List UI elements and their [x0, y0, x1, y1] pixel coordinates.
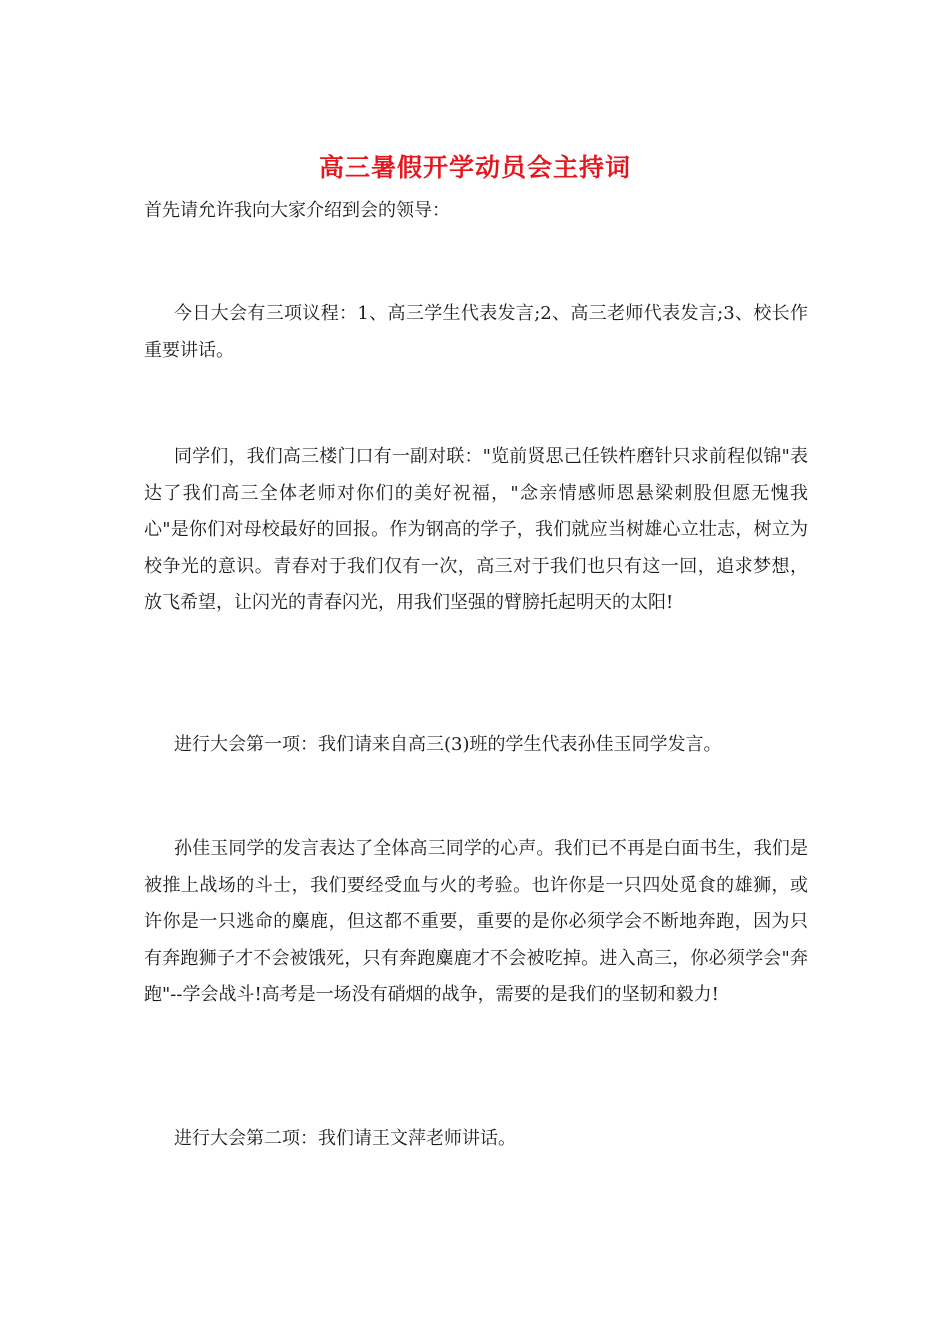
document-title: 高三暑假开学动员会主持词	[318, 153, 631, 182]
intro-paragraph: 首先请允许我向大家介绍到会的领导：	[144, 200, 450, 221]
agenda-paragraph: 今日大会有三项议程：1、高三学生代表发言;2、高三老师代表发言;3、校长作重要讲话。	[144, 303, 808, 361]
couplet-paragraph: 同学们，我们高三楼门口有一副对联："览前贤思己任铁杵磨针只求前程似锦"表达了我们高三全体老师对你们的美好祝福，"念亲情感师恩悬梁刺股但愿无愧我心"是你们对母校最好的回报。作为钢高的学子，我们就应当树雄心立壮志，树立为校争光的意识。青春对于我们仅有一次，高三对于我们也只有这一回，追求梦想，放飞希望，让闪光的青春闪光，用我们坚强的臂膀托起明天的太阳!	[144, 446, 808, 613]
second-item-paragraph: 进行大会第二项：我们请王文萍老师讲话。	[174, 1128, 516, 1149]
student-speech-summary-paragraph: 孙佳玉同学的发言表达了全体高三同学的心声。我们已不再是白面书生，我们是被推上战场的斗士，我们要经受血与火的考验。也许你是一只四处觅食的雄狮，或许你是一只逃命的麋鹿，但这都不重要，重要的是你必须学会不断地奔跑，因为只有奔跑狮子才不会被饿死，只有奔跑麋鹿才不会被吃掉。进入高三，你必须学会"奔跑"--学会战斗!高考是一场没有硝烟的战争，需要的是我们的坚韧和毅力!	[144, 838, 808, 1005]
first-item-paragraph: 进行大会第一项：我们请来自高三(3)班的学生代表孙佳玉同学发言。	[174, 734, 722, 755]
